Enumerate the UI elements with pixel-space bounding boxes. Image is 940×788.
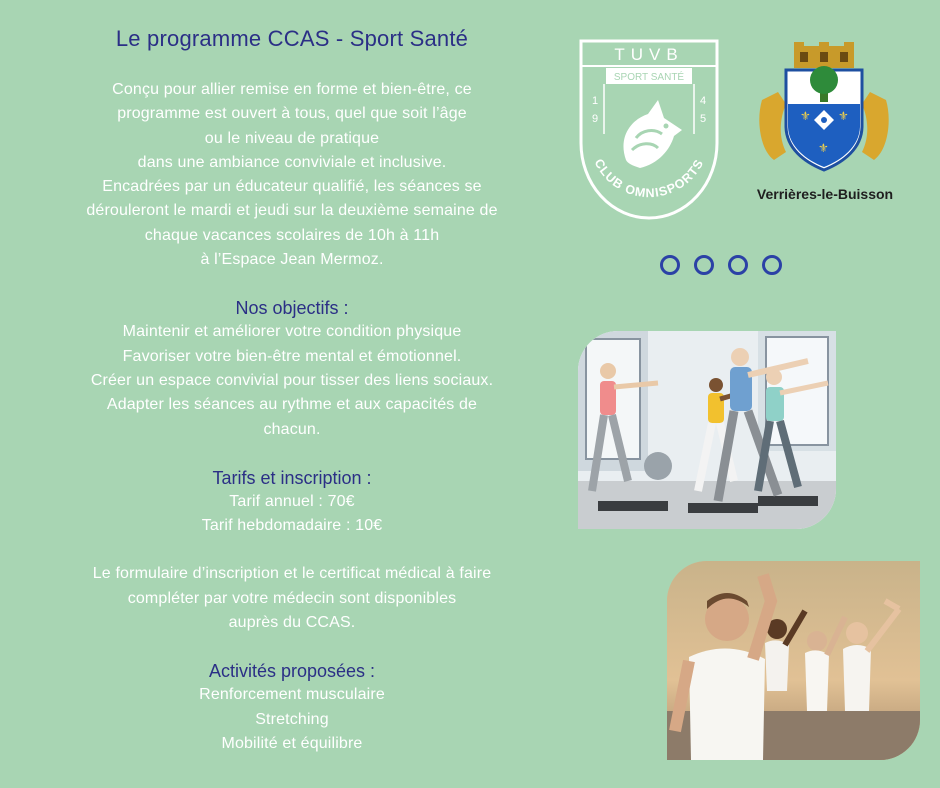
- dot-icon: [728, 255, 748, 275]
- objective-line: Favoriser votre bien-être mental et émotionnel.: [122, 347, 462, 365]
- adults-stretching-photo: [667, 561, 920, 760]
- tarif-line: Tarif annuel : 70€: [229, 492, 355, 510]
- objective-line: Créer un espace convivial pour tisser des liens sociaux.: [90, 371, 494, 389]
- activity-line: Renforcement musculaire: [199, 686, 385, 704]
- intro-line: dérouleront le mardi et jeudi sur la deuxième semaine de: [86, 202, 498, 220]
- intro-line: Encadrées par un éducateur qualifié, les séances se: [102, 178, 482, 196]
- intro-line: Conçu pour allier remise en forme et bien-être, ce: [112, 81, 472, 98]
- intro-line: dans une ambiance conviviale et inclusive.: [137, 153, 447, 171]
- form-line: compléter par votre médecin sont disponibles: [127, 589, 457, 607]
- objective-line: Maintenir et améliorer votre condition physique: [122, 323, 462, 341]
- objectives-list: [22, 320, 562, 441]
- tuvb-club-logo: [578, 38, 720, 220]
- logo-year-right: 4 5: [700, 95, 707, 125]
- page-title: Le programme CCAS - Sport Santé: [115, 26, 469, 51]
- dot-icon: [660, 255, 680, 275]
- svg-text:⚜: ⚜: [838, 109, 849, 123]
- activity-line: Mobilité et équilibre: [221, 734, 363, 752]
- logo-banner-text: SPORT SANTÉ: [613, 72, 685, 83]
- dot-icon: [762, 255, 782, 275]
- objectives-heading: Nos objectifs :: [235, 298, 349, 319]
- form-line: auprès du CCAS.: [228, 614, 356, 632]
- fox-icon: [623, 100, 682, 168]
- activity-line: Stretching: [255, 710, 329, 728]
- form-line: Le formulaire d’inscription et le certificat médical à faire: [92, 565, 492, 583]
- tarifs-list: [22, 490, 562, 539]
- tarif-line: Tarif hebdomadaire : 10€: [201, 517, 383, 535]
- tarifs-heading: Tarifs et inscription :: [212, 467, 372, 488]
- svg-text:⚜: ⚜: [818, 141, 829, 155]
- form-paragraph: [22, 562, 562, 635]
- objective-line: chacun.: [263, 420, 321, 438]
- decorative-dots: [660, 255, 782, 275]
- city-crest-logo: [752, 40, 896, 180]
- intro-line: programme est ouvert à tous, quel que soit l’âge: [117, 105, 467, 123]
- logo-top-text: TUVB: [614, 45, 684, 64]
- shield-icon: [786, 66, 862, 170]
- crown-icon: [794, 42, 854, 68]
- seniors-gym-photo: [578, 331, 836, 529]
- activities-list: [22, 683, 562, 756]
- text-column: [22, 26, 562, 756]
- intro-line: chaque vacances scolaires de 10h à 11h: [144, 226, 440, 244]
- logo-arc-text: CLUB OMNISPORTS: [591, 156, 707, 201]
- logo-year-left: 1 9: [592, 95, 599, 125]
- activities-heading: Activités proposées :: [208, 661, 376, 682]
- city-name: Verrières-le-Buisson: [756, 186, 894, 202]
- svg-text:⚜: ⚜: [800, 109, 811, 123]
- dot-icon: [694, 255, 714, 275]
- intro-line: ou le niveau de pratique: [204, 129, 380, 147]
- objective-line: Adapter les séances au rythme et aux capacités de: [106, 396, 478, 414]
- intro-paragraph: [22, 78, 562, 272]
- intro-line: à l’Espace Jean Mermoz.: [200, 251, 384, 269]
